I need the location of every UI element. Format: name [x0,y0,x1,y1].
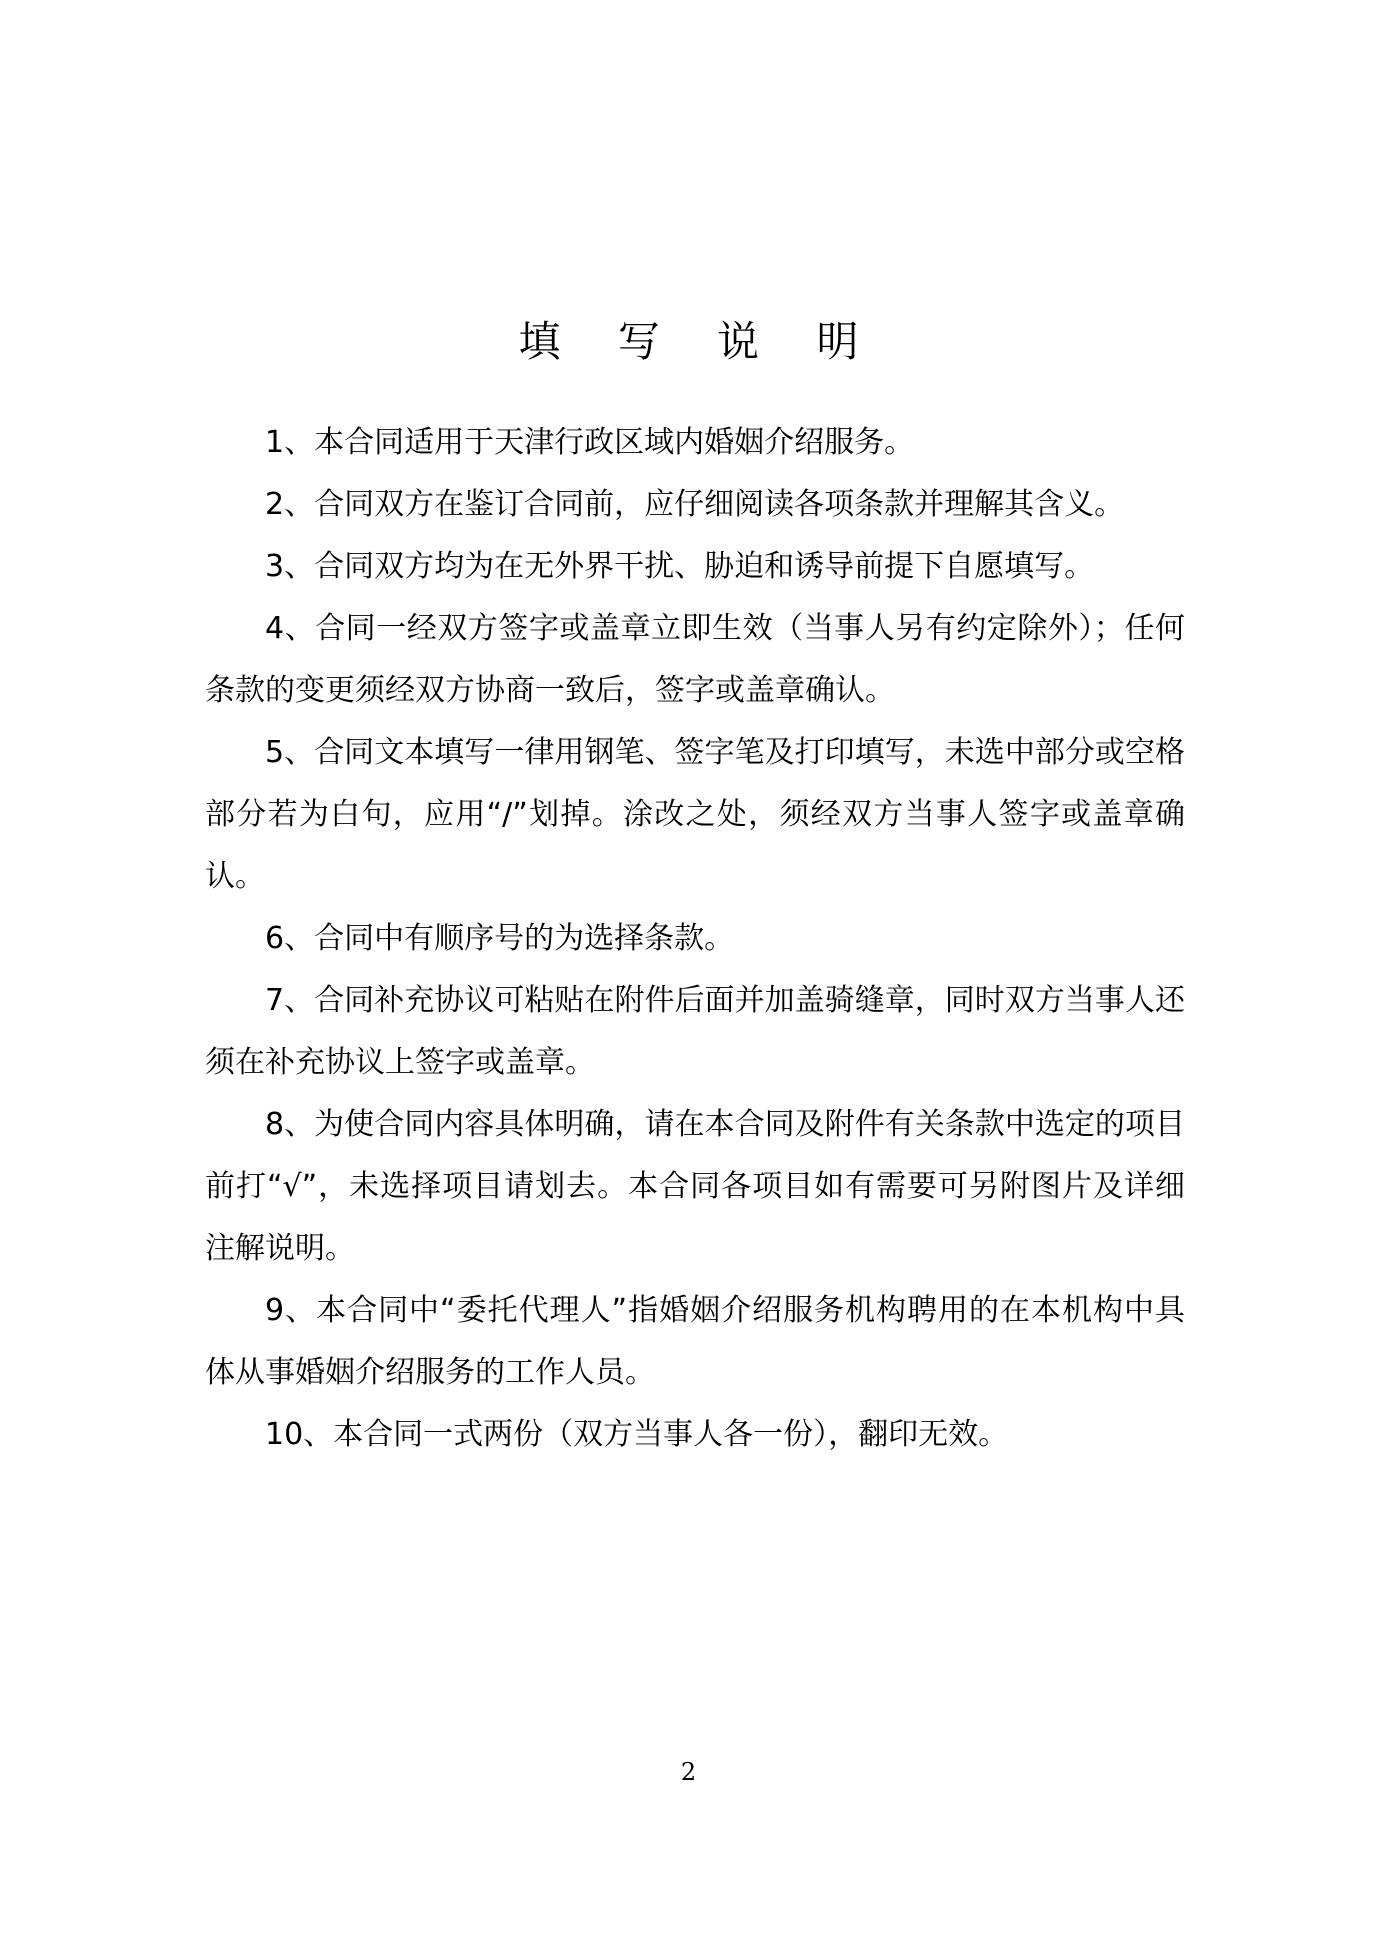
instruction-item-6: 6、合同中有顺序号的为选择条款。 [265,921,735,956]
page-number: 2 [680,1758,697,1786]
instruction-item-2: 2、合同双方在鉴订合同前，应仔细阅读各项条款并理解其含义。 [265,487,1125,522]
instruction-item-9: 9、本合同中“委托代理人”指婚姻介绍服务机构聘用的在本机构中具体从事婚姻介绍服务的工作人员。 [205,1293,1185,1390]
page-title: 填 写 说 明 [518,317,881,366]
instruction-item-5: 5、合同文本填写一律用钢笔、签字笔及打印填写，未选中部分或空格部分若为白句，应用“/”划掉。涂改之处，须经双方当事人签字或盖章确认。 [205,735,1185,894]
instruction-item-10: 10、本合同一式两份（双方当事人各一份），翻印无效。 [265,1417,1009,1452]
instruction-item-1: 1、本合同适用于天津行政区域内婚姻介绍服务。 [265,425,915,460]
instruction-item-3: 3、合同双方均为在无外界干扰、胁迫和诱导前提下自愿填写。 [265,549,1095,584]
instructions-body [205,412,1185,1466]
instruction-item-8: 8、为使合同内容具体明确，请在本合同及附件有关条款中选定的项目前打“√”，未选择项目请划去。本合同各项目如有需要可另附图片及详细注解说明。 [205,1107,1185,1266]
instruction-item-7: 7、合同补充协议可粘贴在附件后面并加盖骑缝章，同时双方当事人还须在补充协议上签字或盖章。 [205,983,1185,1080]
instruction-item-4: 4、合同一经双方签字或盖章立即生效（当事人另有约定除外）；任何条款的变更须经双方协商一致后，签字或盖章确认。 [205,611,1185,708]
